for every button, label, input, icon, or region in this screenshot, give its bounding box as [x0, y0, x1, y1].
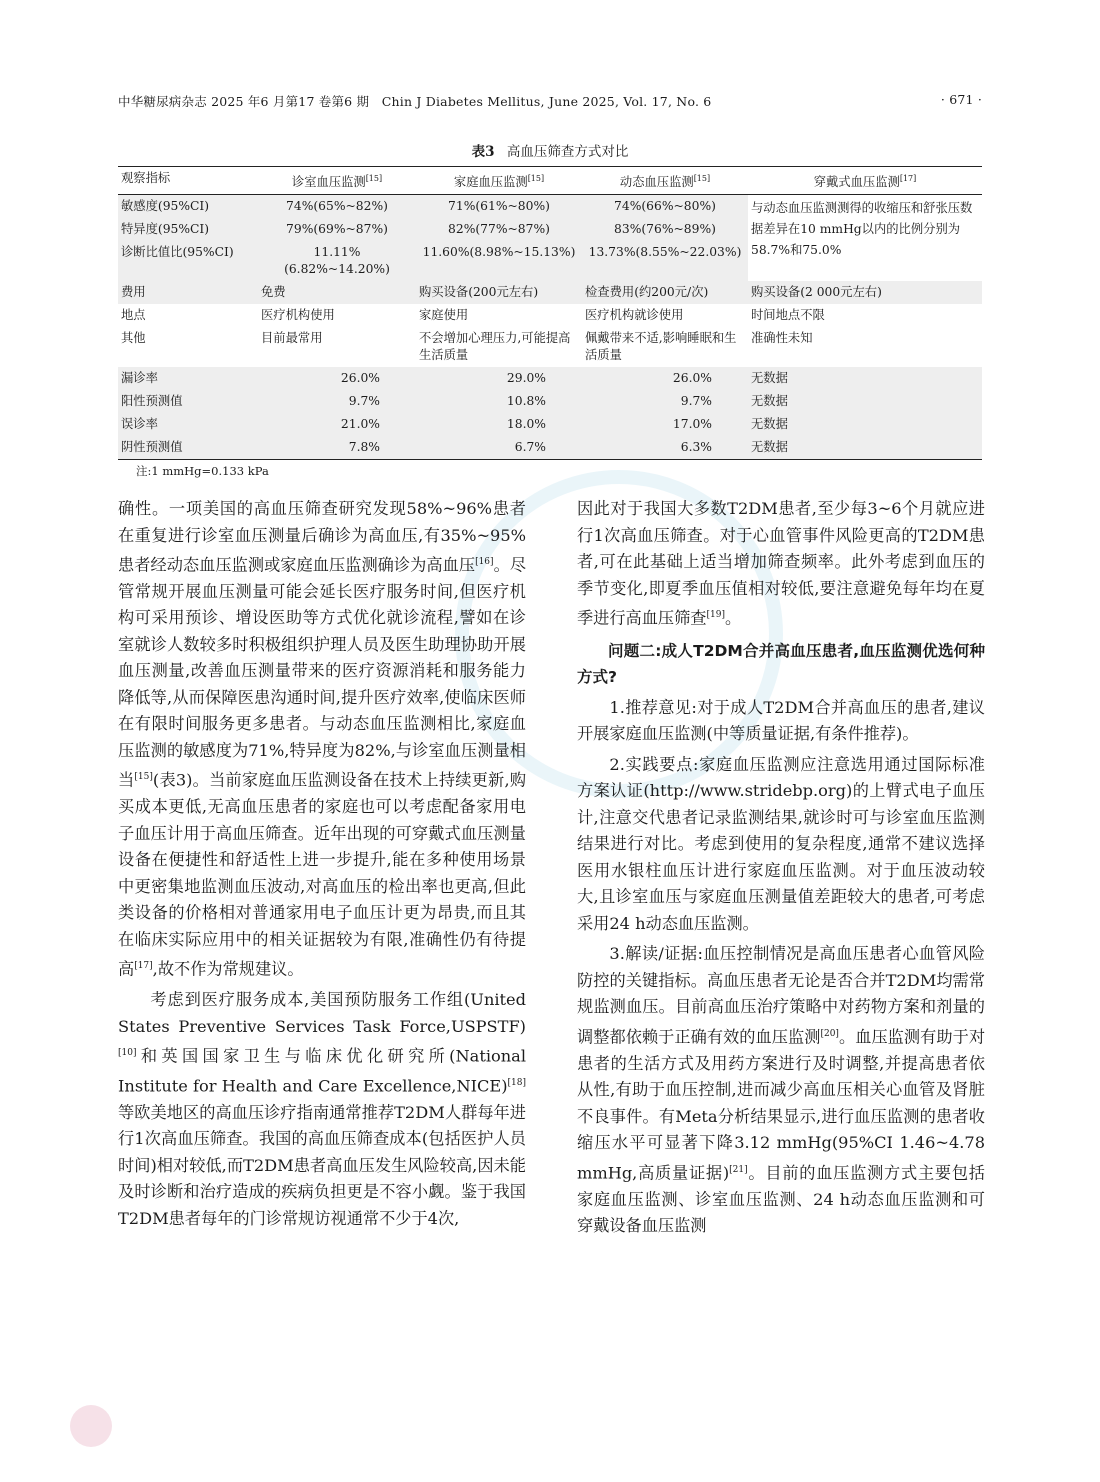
body-paragraph: 确性。一项美国的高血压筛查研究发现58%~96%患者在重复进行诊室血压测量后确诊为高血压,有35%~95%患者经动态血压监测或家庭血压监测确诊为高血压[16]。尽管常规开展血压测量可能会延长医疗服务时间,但医疗机构可采用预诊、增设医助等方式优化就诊流程,譬如在诊室就诊人数较多时积极组织护理人员及医生助理协助开展血压测量,改善血压测量带来的医疗资源消耗和服务能力降低等,从而保障医患沟通时间,提升医疗效率,使临床医师在有限时间服务更多患者。与动态血压监测相比,家庭血压监测的敏感度为71%,特异度为82%,与诊室血压测量相当[15](表3)。当前家庭血压监测设备在技术上持续更新,购买成本更低,无高血压患者的家庭也可以考虑配备家用电子血压计用于高血压筛查。近年出现的可穿戴式血压测量设备在便捷性和舒适性上进一步提升,能在多种使用场景中更密集地监测血压波动,对高血压的检出率也更高,但此类设备的价格相对普通家用电子血压计更为昂贵,而且其在临床实际应用中的相关证据较为有限,准确性仍有待提高[17],故不作为常规建议。 [118, 499, 527, 979]
table-cell: 无数据 [748, 390, 982, 413]
header-cell: 动态血压监测[15] [582, 167, 748, 195]
table-cell: 医疗机构使用 [261, 308, 335, 323]
comparison-table [118, 166, 982, 460]
row-label: 特异度(95%CI) [118, 218, 258, 241]
table-header-row [118, 167, 982, 195]
table-cell: 购买设备(200元左右) [416, 281, 582, 304]
row-label: 漏诊率 [118, 367, 258, 390]
row-label: 阳性预测值 [118, 390, 258, 413]
table-cell: 购买设备(2 000元左右) [748, 281, 982, 304]
row-label: 其他 [121, 331, 146, 346]
row-label: 诊断比值比(95%CI) [118, 241, 258, 281]
body-paragraph: 考虑到医疗服务成本,美国预防服务工作组(United States Preventive Services Task Force,USPSTF)[10]和英国国家卫生与临床优化研究所(National Institute for Health and Care Excellence,NICE)[18]等欧美地区的高血压诊疗指南通常推荐T2DM人群每年进行1次高血压筛查。我国的高血压筛查成本(包括医护人员时间)相对较低,而T2DM患者高血压发生风险较高,因未能及时诊断和治疗造成的疾病负担更是不容小觑。鉴于我国T2DM患者每年的门诊常规访视通常不少于4次, [118, 990, 526, 1228]
table-cell: 时间地点不限 [751, 308, 825, 323]
table-cell: 79%(69%~87%) [258, 218, 416, 241]
table-cell: 74%(65%~82%) [258, 195, 416, 219]
header-cell: 穿戴式血压监测[17] [748, 167, 982, 195]
table-cell: 10.8% [416, 390, 582, 413]
table-cell: 9.7% [258, 390, 416, 413]
table-cell: 29.0% [416, 367, 582, 390]
table-row [118, 195, 982, 219]
running-head [118, 92, 982, 112]
table-row [118, 436, 982, 460]
row-label: 误诊率 [118, 413, 258, 436]
row-label: 敏感度(95%CI) [118, 195, 258, 219]
table-cell: 18.0% [416, 413, 582, 436]
table-cell: 检查费用(约200元/次) [582, 281, 748, 304]
table-cell: 佩戴带来不适,影响睡眠和生活质量 [585, 331, 737, 363]
row-label: 费用 [118, 281, 258, 304]
publisher-logo-icon [70, 1405, 112, 1447]
body-paragraph: 3.解读/证据:血压控制情况是高血压患者心血管风险防控的关键指标。高血压患者无论是否合并T2DM均需常规监测血压。目前高血压治疗策略中对药物方案和剂量的调整都依赖于正确有效的血压监测[20]。血压监测有助于对患者的生活方式及用药方案进行及时调整,并提高患者依从性,有助于血压控制,进而减少高血压相关心血管及肾脏不良事件。有Meta分析结果显示,进行血压监测的患者收缩压水平可显著下降3.12 mmHg(95%CI 1.46~4.78 mmHg,高质量证据)[21]。目前的血压监测方式主要包括家庭血压监测、诊室血压监测、24 h动态血压监测和可穿戴设备血压监测 [577, 944, 986, 1236]
table-cell: 无数据 [748, 436, 982, 460]
table-cell: 83%(76%~89%) [582, 218, 748, 241]
right-column [577, 496, 985, 1240]
table-row [118, 390, 982, 413]
header-cell: 诊室血压监测[15] [258, 167, 416, 195]
table-cell: 不会增加心理压力,可能提高生活质量 [419, 331, 571, 363]
table-row [118, 413, 982, 436]
table-cell: 26.0% [258, 367, 416, 390]
table-cell: 准确性未知 [751, 331, 813, 346]
wearable-merged-cell: 与动态血压监测测得的收缩压和舒张压数据差异在10 mmHg以内的比例分别为58.7%和75.0% [748, 195, 982, 282]
page-number: · 671 · [940, 92, 982, 107]
row-label: 阴性预测值 [118, 436, 258, 460]
journal-info: 中华糖尿病杂志 2025 年6 月第17 卷第6 期 Chin J Diabetes Mellitus, June 2025, Vol. 17, No. 6 [118, 94, 712, 109]
table-cell: 无数据 [748, 413, 982, 436]
left-column [118, 496, 526, 1232]
body-paragraph: 因此对于我国大多数T2DM患者,至少每3~6个月就应进行1次高血压筛查。对于心血管事件风险更高的T2DM患者,可在此基础上适当增加筛查频率。此外考虑到血压的季节变化,即夏季血压值相对较低,要注意避免每年均在夏季进行高血压筛查[19]。 [577, 499, 985, 628]
table-note: 注:1 mmHg=0.133 kPa [136, 464, 269, 478]
table-cell: 71%(61%~80%) [416, 195, 582, 219]
row-label: 地点 [121, 308, 146, 323]
table-cell: 免费 [258, 281, 416, 304]
table-cell: 6.3% [582, 436, 748, 460]
table-row [118, 327, 982, 367]
publisher-logo [70, 1405, 120, 1447]
table-cell: 医疗机构就诊使用 [585, 308, 684, 323]
table-cell: 17.0% [582, 413, 748, 436]
table-cell: 21.0% [258, 413, 416, 436]
table-row [118, 281, 982, 304]
table-cell: 家庭使用 [419, 308, 469, 323]
header-cell: 观察指标 [118, 167, 258, 195]
section-heading: 问题二:成人T2DM合并高血压患者,血压监测优选何种方式? [577, 641, 985, 687]
table-cell: 9.7% [582, 390, 748, 413]
table-title: 高血压筛查方式对比 [506, 144, 629, 160]
table-cell: 无数据 [748, 367, 982, 390]
table-cell: 6.7% [416, 436, 582, 460]
table-label: 表3 [471, 144, 495, 160]
table-cell: 82%(77%~87%) [416, 218, 582, 241]
table-cell: 26.0% [582, 367, 748, 390]
table-cell: 11.60%(8.98%~15.13%) [416, 241, 582, 281]
header-cell: 家庭血压监测[15] [416, 167, 582, 195]
table-cell: 11.11%(6.82%~14.20%) [258, 241, 416, 281]
table-cell: 74%(66%~80%) [582, 195, 748, 219]
body-paragraph: 2.实践要点:家庭血压监测应注意选用通过国际标准方案认证(http://www.stridebp.org)的上臂式电子血压计,注意交代患者记录监测结果,就诊时可与诊室血压监测结果进行对比。考虑到使用的复杂程度,通常不建议选择医用水银柱血压计进行家庭血压监测。对于血压波动较大,且诊室血压与家庭血压测量值差距较大的患者,可考虑采用24 h动态血压监测。 [577, 754, 985, 933]
table-cell: 7.8% [258, 436, 416, 460]
table-caption [0, 140, 1100, 160]
table-row [118, 304, 982, 327]
table-cell: 13.73%(8.55%~22.03%) [582, 241, 748, 281]
table-row [118, 367, 982, 390]
table-cell: 目前最常用 [261, 331, 323, 346]
body-paragraph: 1.推荐意见:对于成人T2DM合并高血压的患者,建议开展家庭血压监测(中等质量证据,有条件推荐)。 [577, 697, 985, 744]
